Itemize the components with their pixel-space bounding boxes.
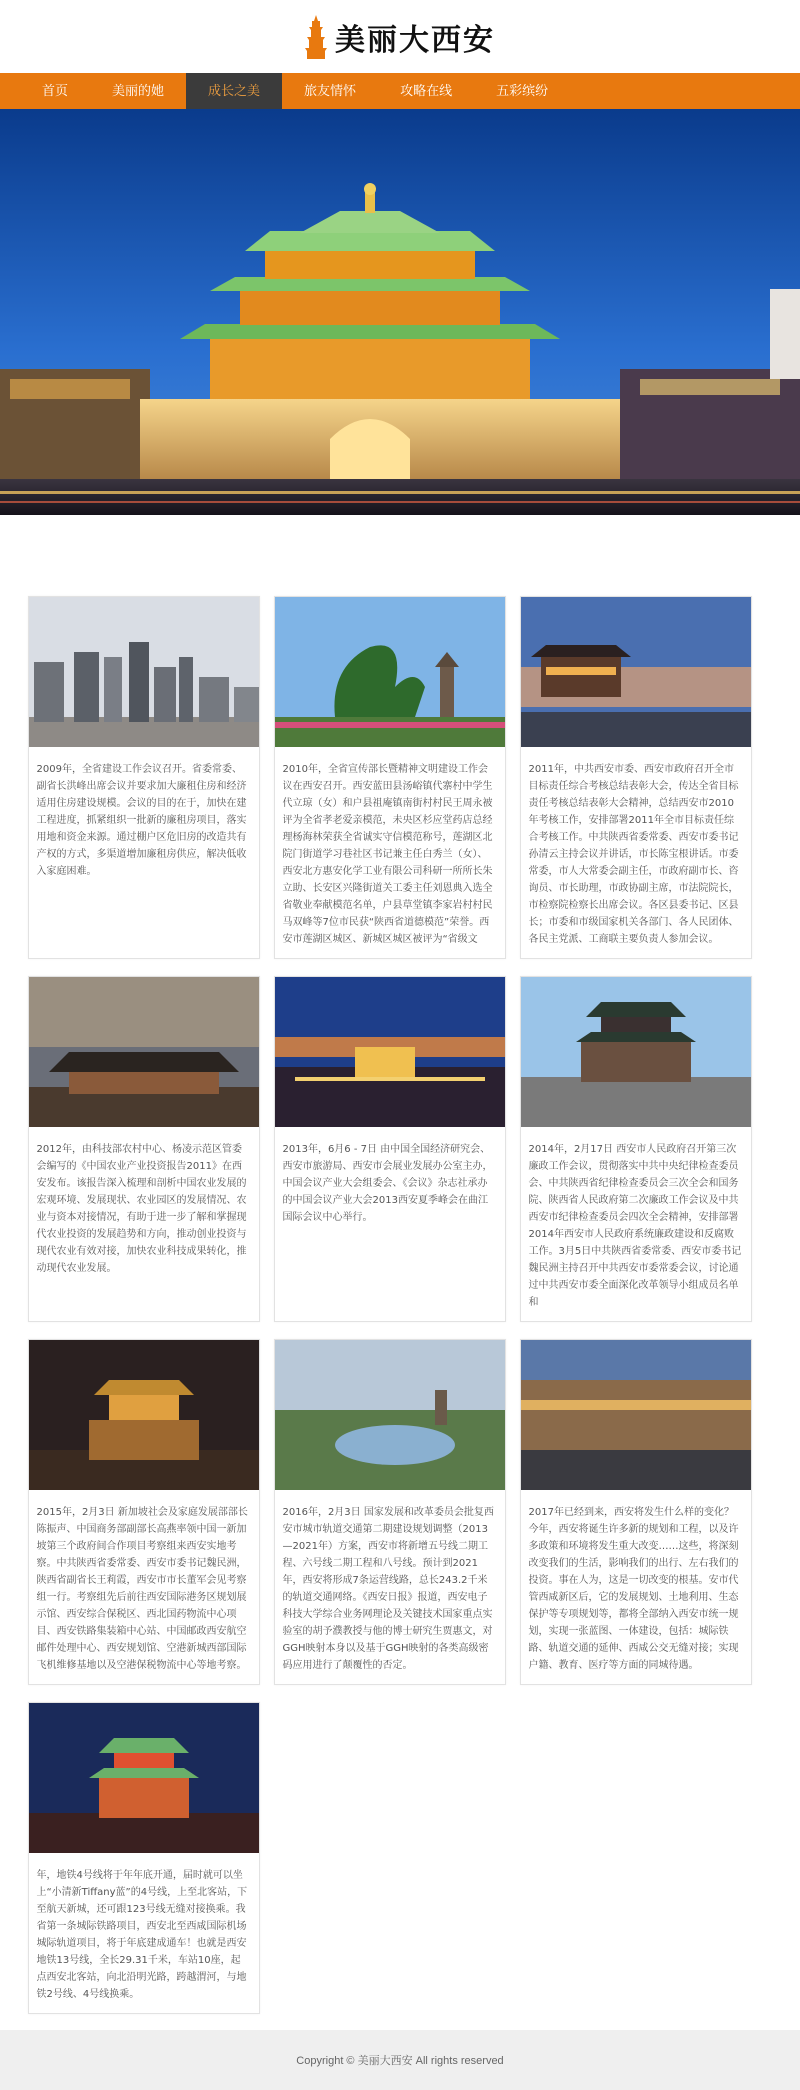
bell-tower-night-image — [29, 1703, 259, 1853]
timeline-card[interactable] — [274, 1339, 506, 1685]
pagoda-logo-icon — [305, 15, 327, 59]
drum-tower-day-image — [521, 977, 751, 1127]
nav-item-growth[interactable]: 成长之美 — [186, 73, 282, 109]
timeline-text: 2013年，6月6 - 7日 由中国全国经济研究会、西安市旅游局、西安市会展业发展办公室主办，中国会议产业大会组委会、《会议》杂志社承办的中国会议产业大会2013西安夏季峰会在曲江国际会议中心举行。 — [282, 1144, 493, 1223]
timeline-text: 2009年，全省建设工作会议召开。省委常委、副省长洪峰出席会议并要求加大廉租住房和经济适用住房建设规模。会议的目的在于，加快在建工程进度，抓紧组织一批新的廉租房项目，落实用地和资金来源。通过棚户区危旧房的改造共有产权的方式，多渠道增加廉租房供应，解决低收入家庭困难。 — [36, 764, 247, 877]
nav-item-colorful[interactable]: 五彩缤纷 — [496, 83, 549, 98]
timeline-text: 2012年，由科技部农村中心、杨凌示范区管委会编写的《中国农业产业投资报告2011》在西安发布。该报告深入梳理和剖析中国农业发展的宏观环境、发展现状、农业园区的发展情况、农业与资本对接情况，有助于进一步了解和掌握现代农业投资的发展趋势和方向，推动创业投资与现代农业有效对接，加快农业科技成果转化，推动现代农业发展。 — [36, 1144, 247, 1274]
site-title: 美丽大西安 — [335, 22, 495, 58]
nav-item-beauty[interactable]: 美丽的她 — [112, 83, 165, 98]
timeline-card[interactable] — [28, 976, 260, 1322]
hero-banner — [0, 109, 800, 515]
timeline-text: 2011年，中共西安市委、西安市政府召开全市目标责任综合考核总结表彰大会，传达全省目标责任考核总结表彰大会精神，总结西安市2010年考核工作，安排部署2011年全市目标责任综合考核工作。中共陕西省委常委、西安市委书记孙清云主持会议并讲话，市长陈宝根讲话。市委常委，市人大常委会副主任，市政府副市长、咨询员、市长助理，市政协副主席，市法院院长，市检察院检察长出席会议。各区县委书记、区县长；市委和市级国家机关各部门、各人民团体、各民主党派、工商联主要负责人参加会议。 — [528, 764, 739, 945]
nav-item-guide[interactable]: 攻略在线 — [400, 83, 453, 98]
copyright-text: Copyright © 美丽大西安 All rights reserved — [296, 2055, 504, 2067]
timeline-card[interactable] — [520, 1339, 752, 1685]
nav-item-travel[interactable]: 旅友情怀 — [304, 83, 357, 98]
timeline-card[interactable] — [520, 976, 752, 1322]
timeline-text: 2014年，2月17日 西安市人民政府召开第三次廉政工作会议，贯彻落实中共中央纪律检查委员会、中共陕西省纪律检查委员会三次全会和国务院、陕西省人民政府第二次廉政工作会议及中共西安市纪律检查委员会四次全会精神，安排部署2014年西安市人民政府系统廉政建设和反腐败工作。3月5日中共陕西省委常委、西安市委书记魏民洲主持召开中共西安市委常委会议，讨论通过中共西安市委全面深化改革领导小组成员名单和 — [528, 1144, 742, 1308]
timeline-card[interactable] — [28, 596, 260, 959]
main-nav — [0, 73, 800, 109]
railway-station-image — [521, 1340, 751, 1490]
city-skyline-image — [29, 597, 259, 747]
timeline-card[interactable] — [274, 976, 506, 1322]
timeline-card[interactable] — [28, 1702, 260, 2014]
timeline-card[interactable] — [28, 1339, 260, 1685]
timeline-text: 2016年，2月3日 国家发展和改革委员会批复西安市城市轨道交通第二期建设规划调整（2013—2021年）方案，西安市将新增五号线二期工程、六号线二期工程和八号线。预计到2021年，西安将形成7条运营线路，总长243.2千米的轨道交通网络。《西安日报》报道，西安电子科技大学综合业务网理论及关键技术国家重点实验室的胡予濮教授与他的博士研究生贾惠文，对GGH映射本身以及基于GGH映射的各类高级密码应用进行了颠覆性的否定。 — [282, 1507, 494, 1671]
site-header — [0, 0, 800, 73]
hand-sculpture-image — [275, 597, 505, 747]
timeline-card[interactable] — [520, 596, 752, 959]
bell-tower-hero-image — [0, 109, 800, 515]
nav-item-home[interactable]: 首页 — [42, 83, 69, 98]
city-night-lights-image — [275, 977, 505, 1127]
logo[interactable] — [305, 15, 495, 59]
site-footer — [0, 2030, 800, 2090]
tang-palace-dusk-image — [521, 597, 751, 747]
timeline-card[interactable] — [274, 596, 506, 959]
ancient-temple-cloudy-image — [29, 977, 259, 1127]
timeline-text: 2010年，全省宣传部长暨精神文明建设工作会议在西安召开。西安蓝田县汤峪镇代寨村中学生代立琼（女）和户县祖庵镇南街村村民王周永被评为全省孝老爱亲模范，未央区杉应堂药店总经理杨海林荣获全省诚实守信模范称号，莲湖区北院门街道学习巷社区书记兼主任白秀兰（女）、西安北方惠安化学工业有限公司科研一所所长朱立助、长安区兴隆街道关工委主任刘恩典入选全省敬业奉献模范名单，户县草堂镇李家岩村村民马双峰等7位市民获“陕西省道德模范”荣誉。西安市莲湖区城区、新城区城区被评为“省级文 — [282, 764, 493, 945]
timeline-text: 2017年已经到来，西安将发生什么样的变化？今年，西安将诞生许多新的规划和工程，以及许多政策和环境将发生重大改变……这些，将深刻改变我们的生活，影响我们的出行、左右我们的投资。事在人为，这是一切改变的根基。安市代管西咸新区后，它的发展规划、土地利用、生态保护等专项规划等，都将全部纳入西安市统一规划，实现一张蓝图、一体建设，包括：城际铁路、轨道交通的延伸、西咸公交无缝对接；实现户籍、教育、医疗等方面的同城待遇。 — [528, 1507, 739, 1671]
aerial-park-lake-image — [275, 1340, 505, 1490]
timeline-grid — [28, 596, 773, 2014]
timeline-text: 2015年，2月3日 新加坡社会及家庭发展部部长陈振声、中国商务部副部长高燕率领中国一新加坡第三个政府间合作项目考察组来西安实地考察。中共陕西省委常委、西安市委书记魏民洲，陕西省副省长王莉霞，西安市市长董军会见考察组一行。考察组先后前往西安国际港务区规划展示馆、西安综合保税区、西北国药物流中心项目、西安铁路集装箱中心站、中国邮政西安航空邮件处理中心、西安规划馆、空港新城西部国际飞机维修基地以及空港保税物流中心等地考察。 — [36, 1507, 248, 1671]
bell-tower-evening-image — [29, 1340, 259, 1490]
timeline-text: 年，地铁4号线将于年年底开通，届时就可以坐上“小清新Tiffany蓝”的4号线，上至北客站，下至航天新城，还可跟123号线无缝对接换乘。我省第一条城际铁路项目，西安北至西咸国际机场城际轨道项目，将于年底建成通车！也就是西安地铁13号线，全长29.31千米，车站10座，起点西安北客站，向北沿明光路，跨越渭河，与地铁2号线、4号线换乘。 — [36, 1870, 248, 2000]
